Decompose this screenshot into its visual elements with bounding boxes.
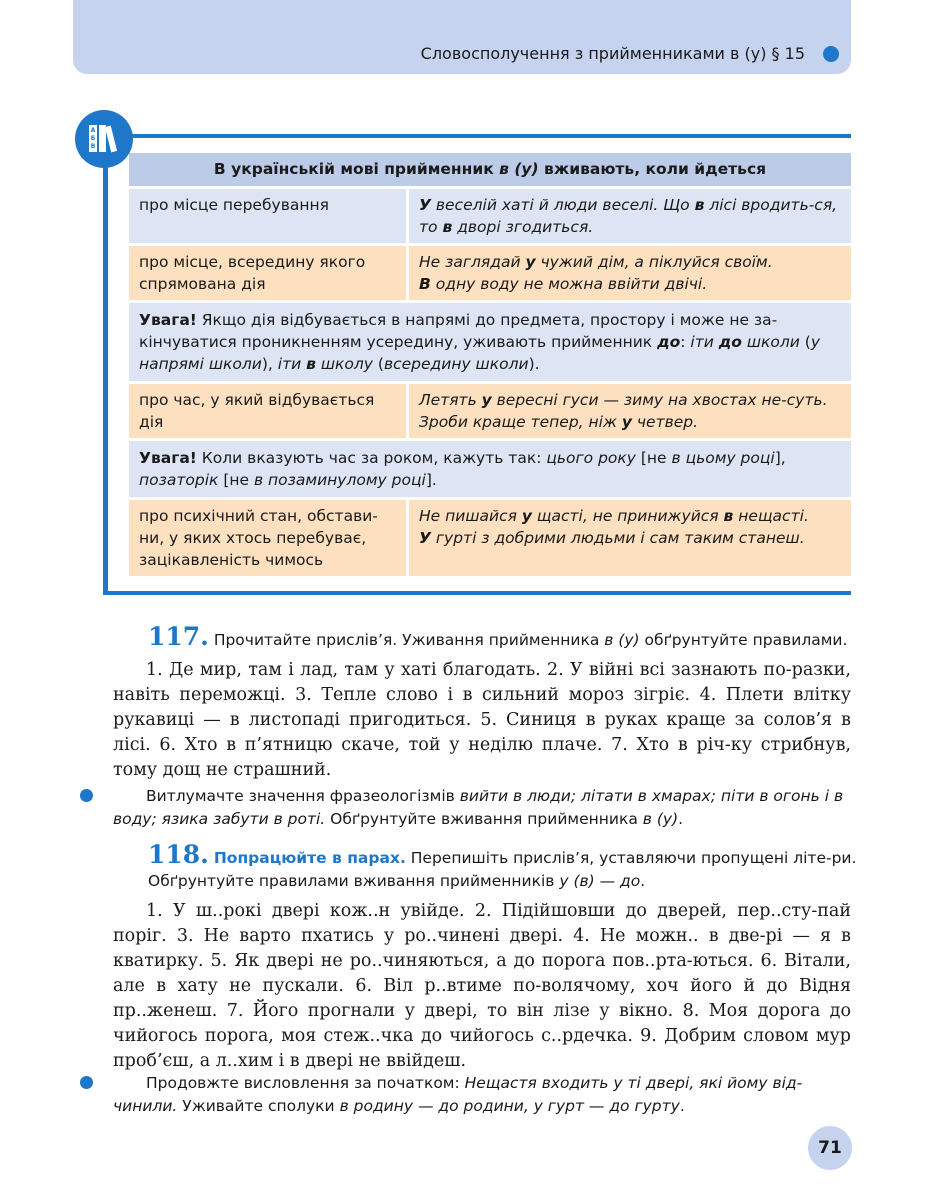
rule-box-top-border [107,134,851,138]
rule-box-left-border [103,140,108,595]
pair-work-label: Попрацюйте в парах. [213,849,406,867]
rule-table-heading: В українській мові прийменник в (у) вживають, коли йдеться [129,153,851,186]
svg-text:Б: Б [90,135,96,142]
exercise-118-task: 118. Попрацюйте в парах. Перепишіть прислів’я, уставляючи пропущені літе-ри. Обґрунтуйте правилами вживання прийменників у (в) — до. [148,840,857,890]
svg-text:А: А [90,127,96,134]
header-dot-icon [823,46,839,62]
header-title: Словосполучення з прийменниками в (у) § 15 [420,44,805,63]
table-row [129,384,851,438]
table-cell-usage: про місце перебування [129,189,406,243]
exercise-117-bullet: Витлумачте значення фразеологізмів вийти в люди; літати в хмарах; піти в огонь і в воду; язика забути в роті. Обґрунтуйте вживання прийменника в (у). [113,785,851,831]
rule-box-bottom-border [103,591,851,595]
exercise-117-text: 1. Де мир, там і лад, там у хаті благодать. 2. У війні всі зазнають по-разки, навіть переможці. 3. Тепле слово і в сильний мороз зігріє. 4. Плети влітку рукавиці — в листопаді пригодиться. 5. Синиця в руках краще за солов’я в лісі. 6. Хто в п’ятницю скаче, той у неділю плаче. 7. Хто в річ-ку стрибнув, тому дощ не страшний. [113,660,851,780]
exercise-118-bullet: Продовжте висловлення за початком: Нещастя входить у ті двері, які йому від-чинили. Уживайте сполуки в родину — до родини, у гурт — до гурту. [113,1072,851,1118]
bullet-dot-icon [80,789,93,802]
rule-table [129,153,851,579]
table-row [129,246,851,300]
bullet-dot-icon [80,1076,93,1089]
exercise-number: 117. [148,622,209,651]
table-cell-example: Не заглядай у чужий дім, а піклуйся своїм. В одну воду не можна ввійти двічі. [409,246,851,300]
exercise-number: 118. [148,840,209,869]
note-block: Увага! Якщо дія відбувається в напрямі до предмета, простору і може не за-кінчуватися проникненням усередину, уживають прийменник до: іти до школи (у напрямі школи), іти в школу (всередину школи). [129,303,851,381]
table-cell-example: Летять у вересні гуси — зиму на хвостах не-суть. Зроби краще тепер, ніж у четвер. [409,384,851,438]
table-cell-usage: про місце, всередину якого спрямована дія [129,246,406,300]
page-header [73,0,851,74]
note-block: Увага! Коли вказують час за роком, кажуть так: цього року [не в цьому році], позаторік [не в позаминулому році]. [129,441,851,497]
page-number: 71 [808,1126,852,1170]
book-icon [75,110,133,168]
table-cell-example: Не пишайся у щасті, не принижуйся в нещасті. У гурті з добрими людьми і сам таким станеш. [409,500,851,576]
svg-text:В: В [90,143,96,150]
table-cell-example: У веселій хаті й люди веселі. Що в лісі вродить-ся, то в дворі згодиться. [409,189,851,243]
table-row [129,189,851,243]
table-cell-usage: про психічний стан, обстави-ни, у яких хтось перебуває, зацікавленість чимось [129,500,406,576]
exercise-118-text: 1. У ш..рокі двері кож..н увійде. 2. Підійшовши до дверей, пер..сту-пай поріг. 3. Не варто пхатись у ро..чинені двері. 4. Не можн.. в две-рі — я в кватирку. 5. Як двері не ро..чиняються, а до порога пов..рта-ються. 6. Вітали, але в хату не пускали. 6. Віл р..втиме по-волячому, хоч його й до Відня пр..женеш. 7. Його прогнали у двері, то він лізе у вікно. 8. Моя дорога до чийогось порога, моя стеж..чка до чийогось с..рдечка. 9. Добрим словом мур проб’єш, а л..хим і в двері не ввійдеш. [113,901,851,1071]
exercise-117-task: 117. Прочитайте прислів’я. Уживання прийменника в (у) обґрунтуйте правилами. [148,622,848,651]
table-row [129,500,851,576]
table-cell-usage: про час, у який відбувається дія [129,384,406,438]
